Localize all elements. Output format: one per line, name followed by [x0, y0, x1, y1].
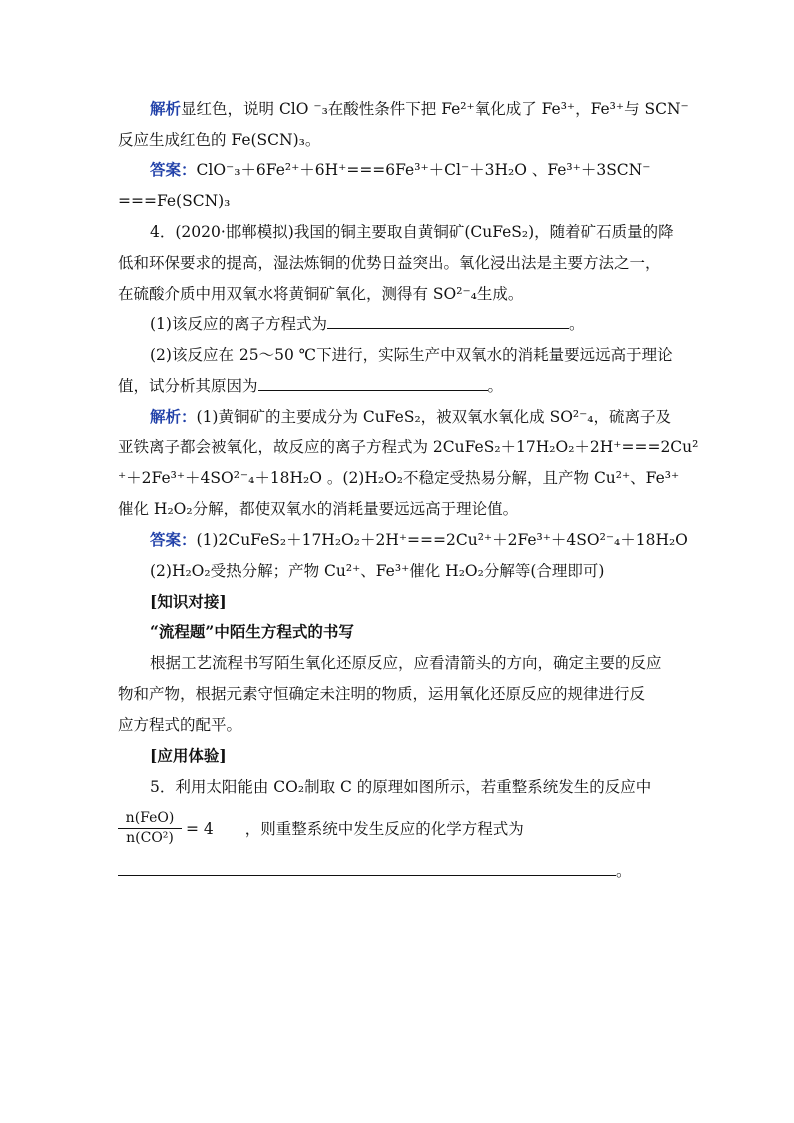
- question-4-part-2-cont: [118, 376, 678, 396]
- answer-blank-1[interactable]: [327, 314, 569, 329]
- text: ClO⁻₃＋6Fe²⁺＋6H⁺===6Fe³⁺＋Cl⁻＋3H₂O 、Fe³⁺＋3SCN⁻: [196, 161, 651, 179]
- text: (1)黄铜矿的主要成分为 CuFeS₂，被双氧水氧化成 SO²⁻₄，硫离子及: [196, 408, 672, 426]
- text: 5．利用太阳能由 CO₂制取 C 的原理如图所示，若重整系统发生的反应中: [150, 778, 652, 796]
- answer-blank-2[interactable]: [258, 376, 488, 391]
- text: 应方程式的配平。: [118, 716, 243, 734]
- text: = 4 ，则重整系统中发生反应的化学方程式为: [186, 820, 524, 838]
- text: (1)2CuFeS₂＋17H₂O₂＋2H⁺===2Cu²⁺＋2Fe³⁺＋4SO²⁻₄＋18H₂O: [196, 531, 688, 549]
- text: 。: [487, 377, 504, 395]
- text: ⁺＋2Fe³⁺＋4SO²⁻₄＋18H₂O 。(2)H₂O₂不稳定受热易分解，且产物 Cu²⁺、Fe³⁺: [118, 469, 680, 487]
- text: 根据工艺流程书写陌生氧化还原反应，应看清箭头的方向，确定主要的反应: [150, 654, 662, 672]
- text: 。: [568, 315, 585, 333]
- analysis-2-line-1: [150, 407, 710, 427]
- question-4-part-1: [150, 314, 710, 334]
- text: (2)H₂O₂受热分解；产物 Cu²⁺、Fe³⁺催化 H₂O₂分解等(合理即可): [150, 562, 605, 580]
- analysis-line-1: [150, 99, 710, 119]
- answer-label: 答案：: [150, 160, 197, 179]
- analysis-2-line-2: [118, 437, 699, 457]
- knowledge-line-3: [118, 715, 678, 735]
- text: 物和产物，根据元素守恒确定未注明的物质，运用氧化还原反应的规律进行反: [118, 685, 646, 703]
- text: 4．(2020·邯郸模拟)我国的铜主要取自黄铜矿(CuFeS₂)，随着矿石质量的降: [150, 223, 674, 241]
- text: (1)该反应的离子方程式为: [150, 315, 327, 333]
- answer-blank-3[interactable]: [118, 861, 616, 876]
- section-practice: [150, 746, 710, 766]
- question-5-line-2: [186, 819, 676, 839]
- answer-line-2: [118, 191, 678, 211]
- text: ===Fe(SCN)₃: [118, 192, 231, 210]
- question-5-line-3: [118, 861, 678, 881]
- text: [应用体验]: [150, 746, 227, 765]
- question-4-line-3: [118, 284, 678, 304]
- text: 反应生成红色的 Fe(SCN)₃。: [118, 131, 321, 149]
- analysis-2-line-3: [118, 468, 678, 488]
- analysis-2-line-4: [118, 499, 678, 519]
- answer-line-1: [150, 160, 710, 180]
- analysis-label: 解析：: [150, 407, 197, 426]
- fraction-denominator: n(CO²): [126, 830, 174, 846]
- section-title: [150, 622, 710, 642]
- text: “流程题”中陌生方程式的书写: [150, 622, 354, 641]
- text: [知识对接]: [150, 592, 227, 611]
- knowledge-line-1: [150, 653, 710, 673]
- answer-label: 答案：: [150, 530, 197, 549]
- analysis-line-2: [118, 130, 678, 150]
- section-knowledge: [150, 592, 710, 612]
- answer-2-line-2: [150, 561, 710, 581]
- analysis-label: 解析: [150, 99, 182, 118]
- text: (2)该反应在 25～50 ℃下进行，实际生产中双氧水的消耗量要远远高于理论: [150, 346, 673, 364]
- text: 。: [616, 862, 632, 880]
- text: 催化 H₂O₂分解，都使双氧水的消耗量要远远高于理论值。: [118, 500, 519, 518]
- answer-2-line-1: [150, 530, 710, 550]
- question-4-line-2: [118, 253, 678, 273]
- question-5-line-1: [150, 777, 710, 797]
- question-4-part-2: [150, 345, 710, 365]
- text: 亚铁离子都会被氧化，故反应的离子方程式为 2CuFeS₂＋17H₂O₂＋2H⁺===2Cu²: [118, 438, 699, 456]
- mole-ratio-fraction: [118, 809, 182, 847]
- question-4-line-1: [150, 222, 710, 242]
- text: 低和环保要求的提高，湿法炼铜的优势日益突出。氧化浸出法是主要方法之一，: [118, 254, 661, 272]
- text: 在硫酸介质中用双氧水将黄铜矿氧化，测得有 SO²⁻₄生成。: [118, 285, 524, 303]
- text: 显红色，说明 ClO ⁻₃在酸性条件下把 Fe²⁺氧化成了 Fe³⁺，Fe³⁺与 SCN⁻: [181, 100, 689, 118]
- knowledge-line-2: [118, 684, 678, 704]
- text: 值，试分析其原因为: [118, 377, 258, 395]
- fraction-numerator: n(FeO): [118, 809, 182, 829]
